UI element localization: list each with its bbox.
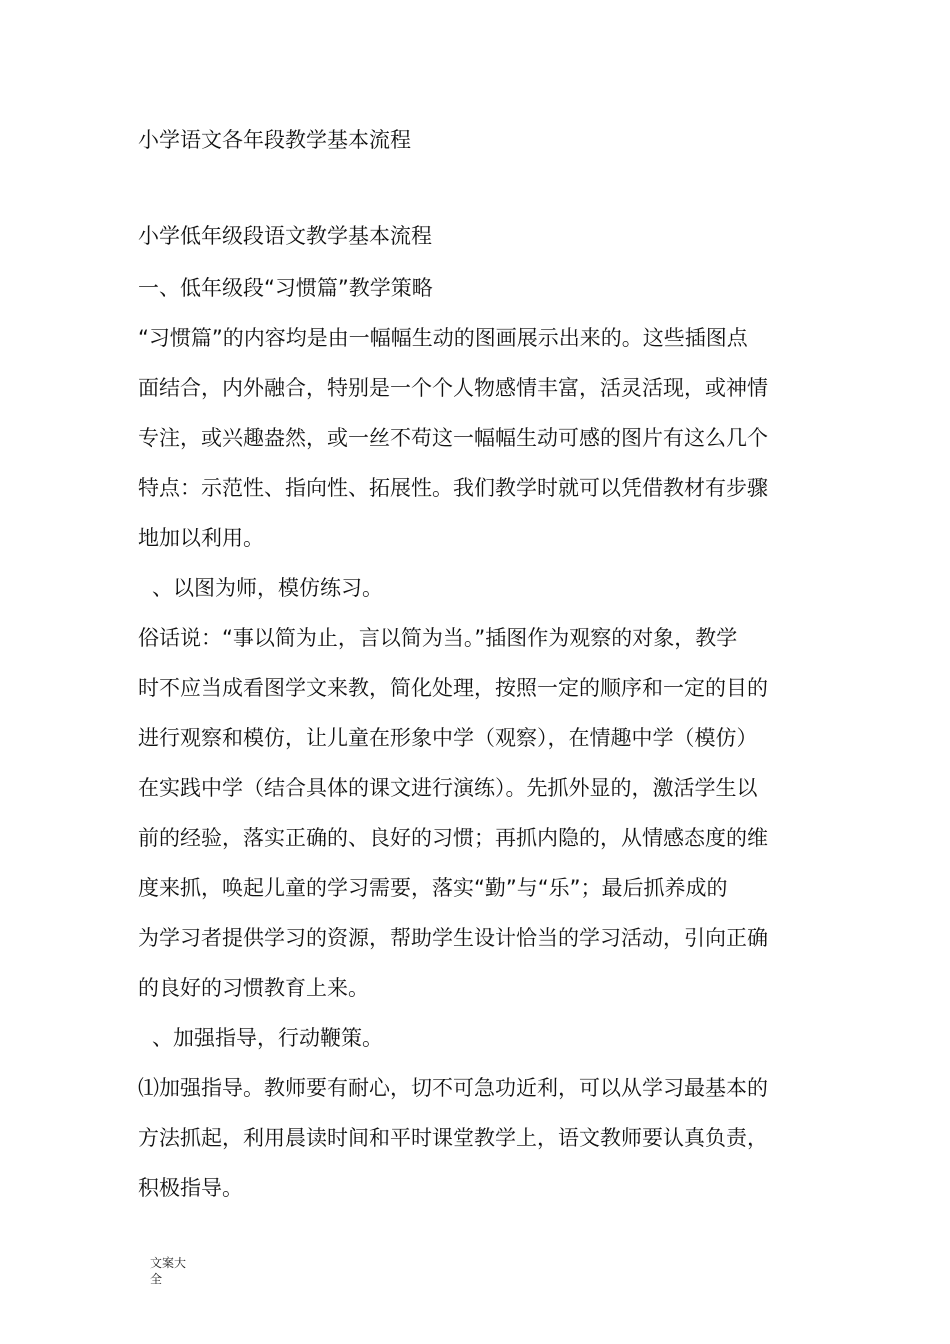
- subheading-image-teacher: 、以图为师，模仿练习。: [152, 576, 383, 600]
- paragraph-line: “习惯篇”的内容均是由一幅幅生动的图画展示出来的。这些插图点: [138, 326, 748, 350]
- section-title: 小学低年级段语文教学基本流程: [138, 224, 432, 248]
- document-title: 小学语文各年段教学基本流程: [138, 128, 411, 152]
- paragraph-line: 面结合，内外融合，特别是一个个人物感情丰富，活灵活现，或神情: [138, 376, 768, 400]
- paragraph-line: ⑴加强指导。教师要有耐心，切不可急功近利，可以从学习最基本的: [138, 1076, 768, 1100]
- paragraph-line: 在实践中学（结合具体的课文进行演练）。先抓外显的，激活学生以: [138, 776, 758, 800]
- paragraph-line: 专注，或兴趣盎然，或一丝不苟这一幅幅生动可感的图片有这么几个: [138, 426, 768, 450]
- paragraph-line: 为学习者提供学习的资源，帮助学生设计恰当的学习活动，引向正确: [138, 926, 768, 950]
- paragraph-line: 俗话说：“事以简为止，言以简为当。”插图作为观察的对象，教学: [138, 626, 738, 650]
- footer-text-line: 文案大: [150, 1256, 187, 1270]
- footer-text-line: 全: [150, 1272, 163, 1286]
- paragraph-line: 方法抓起，利用晨读时间和平时课堂教学上，语文教师要认真负责，: [138, 1126, 768, 1150]
- paragraph-line: 的良好的习惯教育上来。: [138, 976, 369, 1000]
- paragraph-line: 地加以利用。: [138, 526, 264, 550]
- paragraph-line: 前的经验，落实正确的、良好的习惯；再抓内隐的，从情感态度的维: [138, 826, 768, 850]
- paragraph-line: 进行观察和模仿，让儿童在形象中学（观察），在情趣中学（模仿）: [138, 726, 758, 750]
- paragraph-line: 特点：示范性、指向性、拓展性。我们教学时就可以凭借教材有步骤: [138, 476, 768, 500]
- subheading-guidance: 、加强指导，行动鞭策。: [152, 1026, 383, 1050]
- paragraph-line: 积极指导。: [138, 1176, 243, 1200]
- heading-habits: 一、低年级段“习惯篇”教学策略: [138, 276, 433, 300]
- paragraph-line: 度来抓，唤起儿童的学习需要，落实“勤”与“乐”；最后抓养成的: [138, 876, 728, 900]
- paragraph-line: 时不应当成看图学文来教，简化处理，按照一定的顺序和一定的目的: [138, 676, 768, 700]
